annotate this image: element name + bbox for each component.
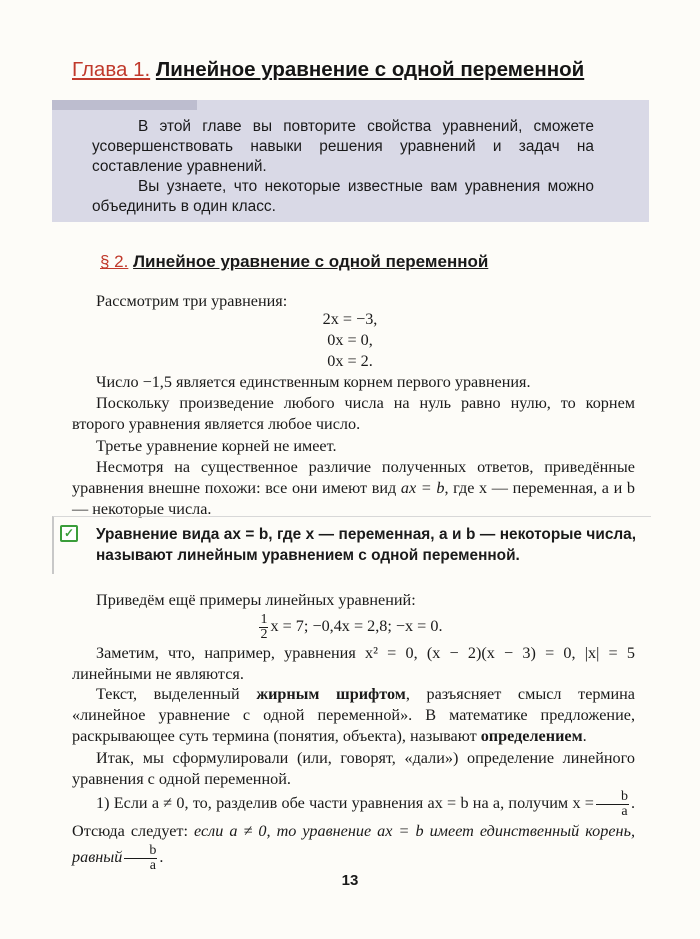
intro-box-tab [52, 100, 197, 110]
examples-intro-paragraph: Приведём ещё примеры линейных уравнений: [96, 591, 416, 609]
section-heading: Линейное уравнение с одной переменной [133, 252, 489, 271]
fraction-one-half [259, 613, 268, 642]
section-title [100, 252, 620, 272]
despite-text-a: Несмотря на существенное различие полученных ответов, приведённые уравнения внешне похожи: все они имеют вид [72, 457, 635, 498]
intro-text [92, 117, 594, 217]
consider-paragraph: Рассмотрим три уравнения: [96, 292, 288, 310]
case1-frac2-numerator: b [124, 844, 157, 859]
case1-frac-numerator: b [596, 790, 629, 805]
intro-paragraph-1: В этой главе вы повторите свойства уравнений, сможете усовершенствовать навыки решения уравнений и задач на составление уравнений. [92, 118, 594, 175]
despite-equation: ax = b [400, 479, 445, 498]
case1-frac2-denominator: a [149, 858, 156, 874]
examples-note-paragraph: Заметим, что, например, уравнения x² = 0, (x − 2)(x − 3) = 0, |x| = 5 линейными не являются. [72, 644, 635, 684]
chapter-title [72, 58, 632, 82]
term-paragraph [72, 684, 635, 748]
root-paragraph: Число −1,5 является единственным корнем первого уравнения. [96, 373, 531, 391]
case1-text-b: . Отсюда следует: [72, 794, 635, 841]
case1-frac-denominator: a [621, 804, 628, 820]
chapter-label: Глава 1. [72, 58, 151, 81]
term-text-a: Текст, выделенный [96, 685, 257, 703]
equation-1: 2x = −3, [322, 310, 378, 328]
examples-equations [0, 613, 700, 642]
examples-intro [72, 590, 635, 611]
case1-paragraph [72, 790, 635, 873]
section-label: § 2. [100, 252, 129, 271]
analysis-text [72, 372, 635, 520]
case1-italic: если a ≠ 0, то уравнение ax = b имеет единственный корень, равный [72, 822, 635, 867]
term-text [72, 684, 635, 873]
case1-end: . [159, 848, 164, 867]
fraction-b-over-a-2 [124, 844, 157, 873]
term-text-b: , разъясняет смысл термина «линейное уравнение с одной переменной». В математике предложение, раскрывающее суть термина (понятия, объекта), называют [72, 685, 635, 746]
check-icon: ✓ [60, 525, 78, 542]
despite-paragraph [72, 457, 635, 521]
case1-text-a: 1) Если a ≠ 0, то, разделив обе части уравнения ax = b на a, получим [96, 794, 573, 813]
despite-text-b: , где x — переменная, a и b — некоторые числа. [72, 479, 635, 519]
equation-3: 0x = 2. [327, 352, 373, 371]
page-number: 13 [341, 872, 359, 889]
term-bold-definition: определением [480, 727, 583, 746]
definition-text: Уравнение вида ax = b, где x — переменная, a и b — некоторые числа, называют линейным уравнением с одной переменной. [96, 526, 636, 564]
intro-paragraph-2: Вы узнаете, что некоторые известные вам уравнения можно объединить в один класс. [92, 178, 594, 215]
equation-2: 0x = 0, [327, 331, 373, 350]
term-text-c: . [582, 727, 587, 746]
term-bold: жирным шрифтом [256, 685, 406, 703]
examples-equation-list: x = 7; −0,4x = 2,8; −x = 0. [270, 617, 443, 636]
formulated-paragraph: Итак, мы сформулировали (или, говорят, «дали») определение линейного уравнения с одной переменной. [72, 748, 635, 788]
product-paragraph: Поскольку произведение любого числа на нуль равно нулю, то корнем второго уравнения является любое число. [72, 394, 635, 434]
examples-note [72, 643, 635, 685]
equation-group-1 [0, 309, 700, 373]
fraction-denominator: 2 [260, 627, 268, 642]
chapter-heading: Линейное уравнение с одной переменной [155, 58, 585, 81]
fraction-numerator: 1 [260, 612, 268, 627]
case1-x-eq: x = [572, 794, 594, 813]
third-paragraph: Третье уравнение корней не имеет. [96, 436, 337, 455]
fraction-b-over-a [596, 790, 629, 819]
